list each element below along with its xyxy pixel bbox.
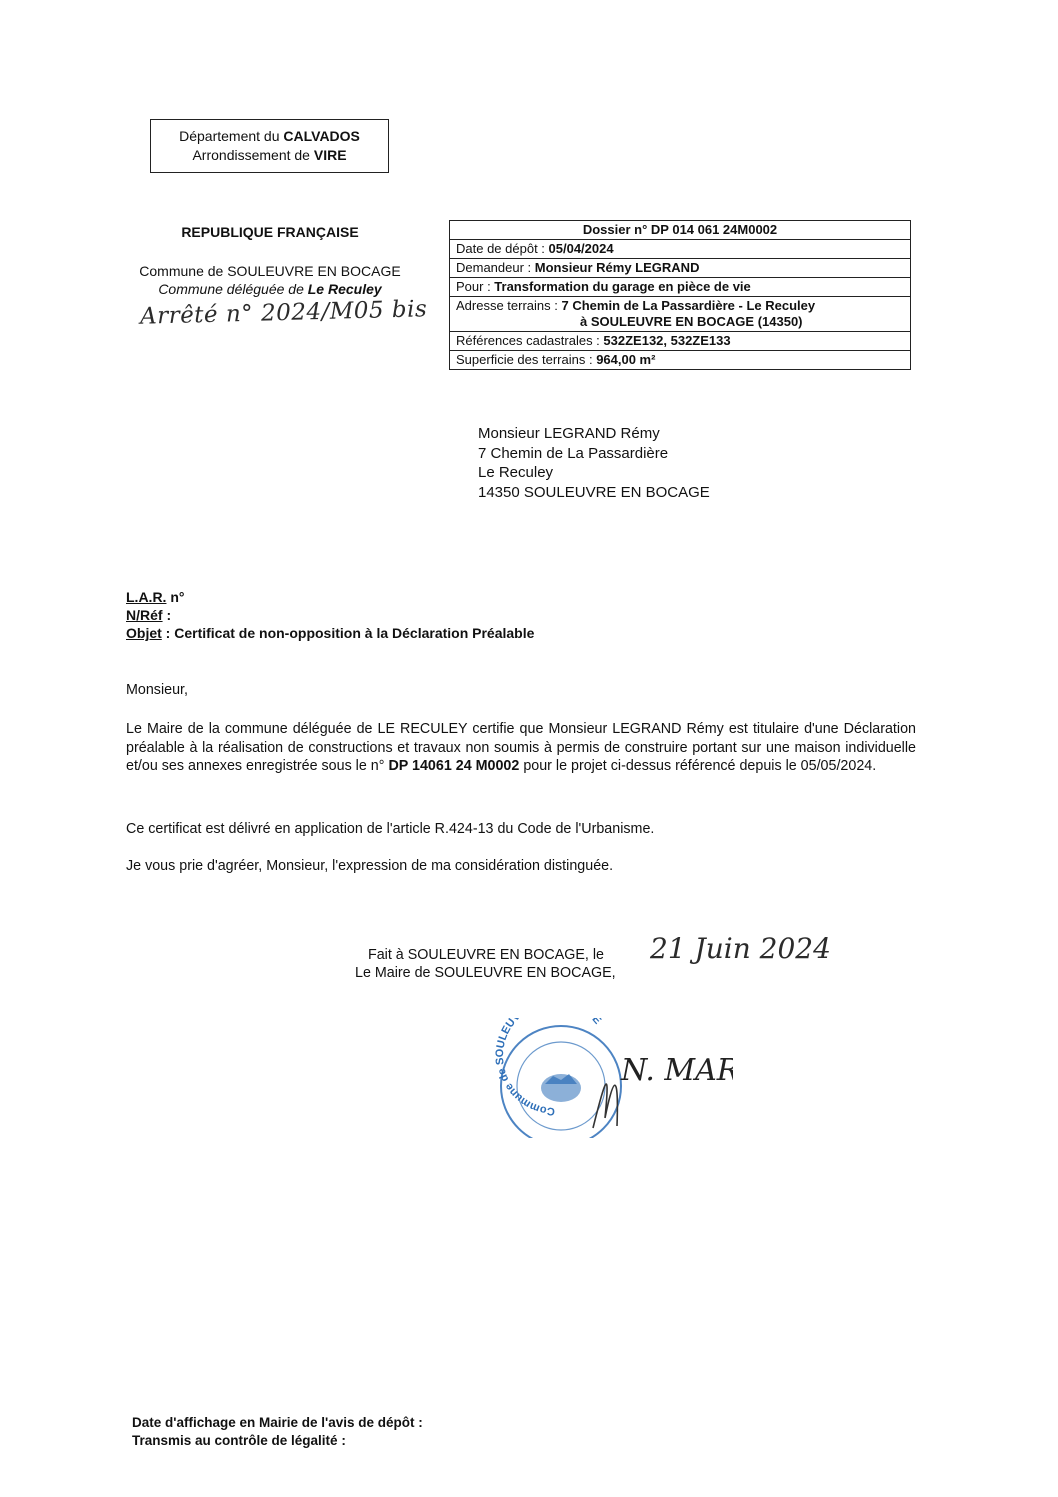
arrondissement-name: VIRE (313, 147, 347, 163)
stamp-and-signature (493, 1018, 733, 1138)
date-handwritten: 21 Juin 2024 (650, 932, 831, 965)
recipient-name: Monsieur LEGRAND Rémy (478, 425, 660, 442)
adresse-value-line2: à SOULEUVRE EN BOCAGE (14350) (580, 314, 803, 329)
dossier-row (450, 240, 911, 259)
department-prefix: Département du (179, 128, 284, 144)
paragraph1-part1: Le Maire de la commune déléguée de LE RECULEY certifie que Monsieur LEGRAND Rémy est titulaire d'une Déclaration préalable à la réalisation de constructions et travaux non soumis à permis de construire portant sur une maison individuelle et/ou ses annexes enregistrée sous le n° (126, 721, 916, 775)
dossier-table (449, 220, 911, 370)
pour-label: Pour : (456, 279, 495, 294)
department-name: CALVADOS (283, 128, 360, 144)
demandeur-label: Demandeur : (456, 260, 535, 275)
commune-deleguee-name: Le Reculey (307, 281, 382, 297)
commune-block (110, 262, 430, 298)
superficie-label: Superficie des terrains : (456, 352, 597, 367)
stamp-outer-text: Commune de SOULEU E (493, 1018, 604, 1118)
dossier-title-row (450, 221, 911, 240)
demandeur-value: Monsieur Rémy LEGRAND (534, 260, 700, 275)
dossier-row (450, 259, 911, 278)
references-block (126, 588, 534, 642)
dossier-row (450, 332, 911, 351)
paragraph1-dossier-number: DP 14061 24 M0002 (388, 758, 520, 775)
lar-label: L.A.R. (126, 589, 167, 605)
adresse-value: 7 Chemin de La Passardière - Le Reculey (561, 298, 816, 313)
department-box (150, 119, 389, 173)
adresse-label: Adresse terrains : (456, 298, 562, 313)
dossier-title: Dossier n° DP 014 061 24M0002 (450, 221, 911, 240)
objet-text: : Certificat de non-opposition à la Déclaration Préalable (161, 625, 535, 641)
superficie-value: 964,00 m² (596, 352, 656, 367)
official-stamp (493, 1018, 733, 1138)
paragraph1-part2: pour le projet ci-dessus référencé depuis le 05/05/2024. (519, 758, 877, 775)
recipient-street: 7 Chemin de La Passardière (478, 444, 669, 462)
commune-deleguee-prefix: Commune déléguée de (158, 281, 308, 297)
nref-label: N/Réf (126, 607, 163, 623)
paragraph-certification (126, 720, 916, 776)
arrondissement-prefix: Arrondissement de (192, 147, 314, 163)
nref-line (126, 606, 534, 624)
paragraph-closing: Je vous prie d'agréer, Monsieur, l'expression de ma considération distinguée. (126, 858, 614, 874)
nref-suffix: : (162, 607, 172, 623)
recipient-city: 14350 SOULEUVRE EN BOCAGE (478, 483, 710, 501)
commune-name: Commune de SOULEUVRE EN BOCAGE (139, 263, 401, 279)
date-depot-label: Date de dépôt : (456, 241, 549, 256)
cadastre-label: Références cadastrales : (456, 333, 604, 348)
commune-deleguee (110, 280, 430, 298)
salutation: Monsieur, (126, 682, 188, 698)
lar-suffix: n° (166, 589, 185, 605)
signature-handwritten: N. MA (621, 1053, 717, 1088)
dossier-row (450, 297, 911, 332)
footer-block (132, 1414, 423, 1450)
recipient-address (478, 424, 710, 502)
dossier-row (450, 278, 911, 297)
arrete-handwritten: Arrêté n° 2024/M05 bis (139, 296, 428, 330)
date-depot-value: 05/04/2024 (548, 241, 614, 256)
paragraph-article: Ce certificat est délivré en application de l'article R.424-13 du Code de l'Urbanisme. (126, 821, 655, 837)
footer-legalite: Transmis au contrôle de légalité : (132, 1433, 346, 1448)
dossier-row (450, 351, 911, 370)
pour-value: Transformation du garage en pièce de vie (494, 279, 751, 294)
recipient-locality: Le Reculey (478, 464, 554, 481)
maire-line: Le Maire de SOULEUVRE EN BOCAGE, (355, 965, 616, 981)
footer-affichage: Date d'affichage en Mairie de l'avis de dépôt : (132, 1415, 423, 1430)
lar-line (126, 588, 534, 606)
objet-line (126, 624, 534, 642)
cadastre-value: 532ZE132, 532ZE133 (603, 333, 731, 348)
department-line (151, 127, 388, 146)
signature-place-date (355, 946, 616, 982)
fait-line: Fait à SOULEUVRE EN BOCAGE, le (368, 947, 604, 963)
objet-label: Objet (126, 625, 162, 641)
arrondissement-line (151, 146, 388, 165)
republique-heading: REPUBLIQUE FRANÇAISE (181, 224, 359, 240)
